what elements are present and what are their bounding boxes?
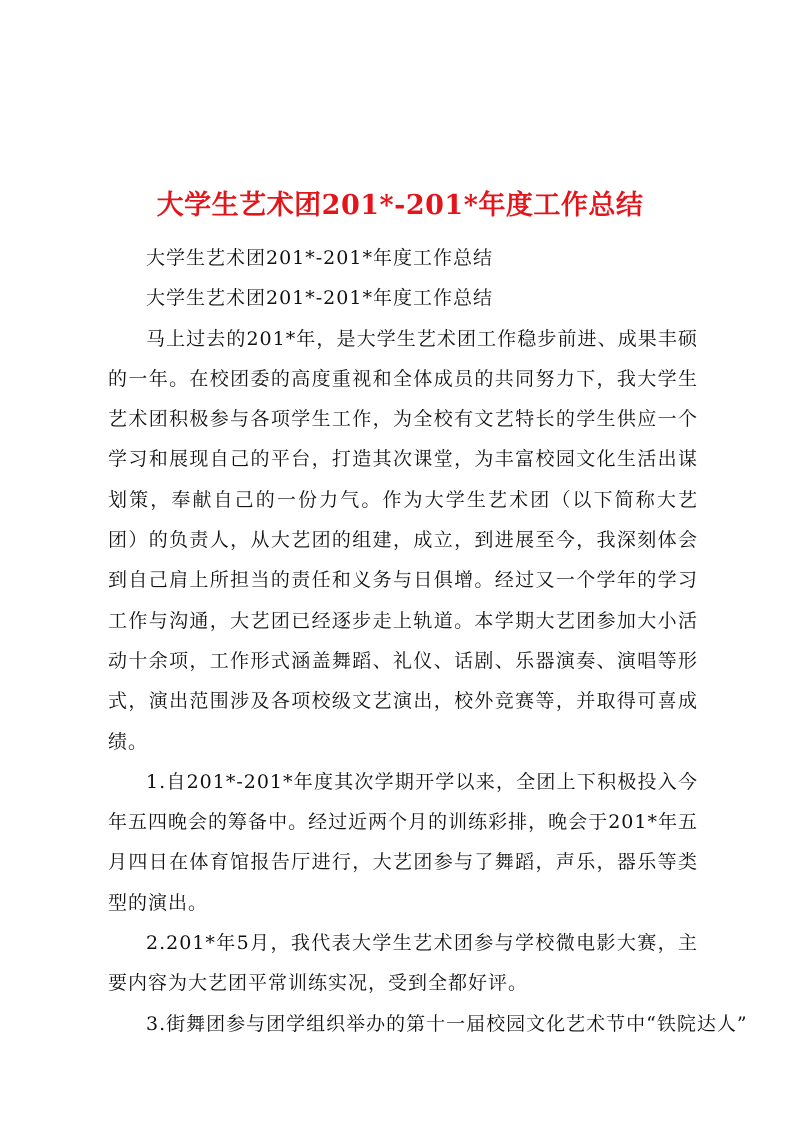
paragraph-item-1: 1.自201*-201*年度其次学期开学以来，全团上下积极投入今年五四晚会的筹备中。经过近两个月的训练彩排，晚会于201*年五月四日在体育馆报告厅进行，大艺团参与了舞蹈，声乐，器乐等类型的演出。	[108, 770, 698, 914]
paragraph-subtitle-1: 大学生艺术团201*-201*年度工作总结	[146, 247, 493, 269]
paragraph-item-3: 3.街舞团参与团学组织举办的第十一届校园文化艺术节中“铁院达人”	[146, 1012, 748, 1035]
document-body	[108, 238, 748, 1044]
paragraph-subtitle-2: 大学生艺术团201*-201*年度工作总结	[146, 287, 493, 310]
paragraph-item-2: 2.201*年5月，我代表大学生艺术团参与学校微电影大赛，主要内容为大艺团平常训练实况，受到全都好评。	[108, 932, 698, 995]
paragraph-intro: 马上过去的201*年，是大学生艺术团工作稳步前进、成果丰硕的一年。在校团委的高度重视和全体成员的共同努力下，我大学生艺术团积极参与各项学生工作，为全校有文艺特长的学生供应一个学习和展现自己的平台，打造其次课堂，为丰富校园文化生活出谋划策，奉献自己的一份力气。作为大学生艺术团（以下简称大艺团）的负责人，从大艺团的组建，成立，到进展至今，我深刻体会到自己肩上所担当的责任和义务与日俱增。经过又一个学年的学习工作与沟通，大艺团已经逐步走上轨道。本学期大艺团参加大小活动十余项，工作形式涵盖舞蹈、礼仪、话剧、乐器演奏、演唱等形式，演出范围涉及各项校级文艺演出，校外竞赛等，并取得可喜成绩。	[108, 327, 698, 753]
document-title: 大学生艺术团201*-201*年度工作总结	[156, 190, 644, 222]
